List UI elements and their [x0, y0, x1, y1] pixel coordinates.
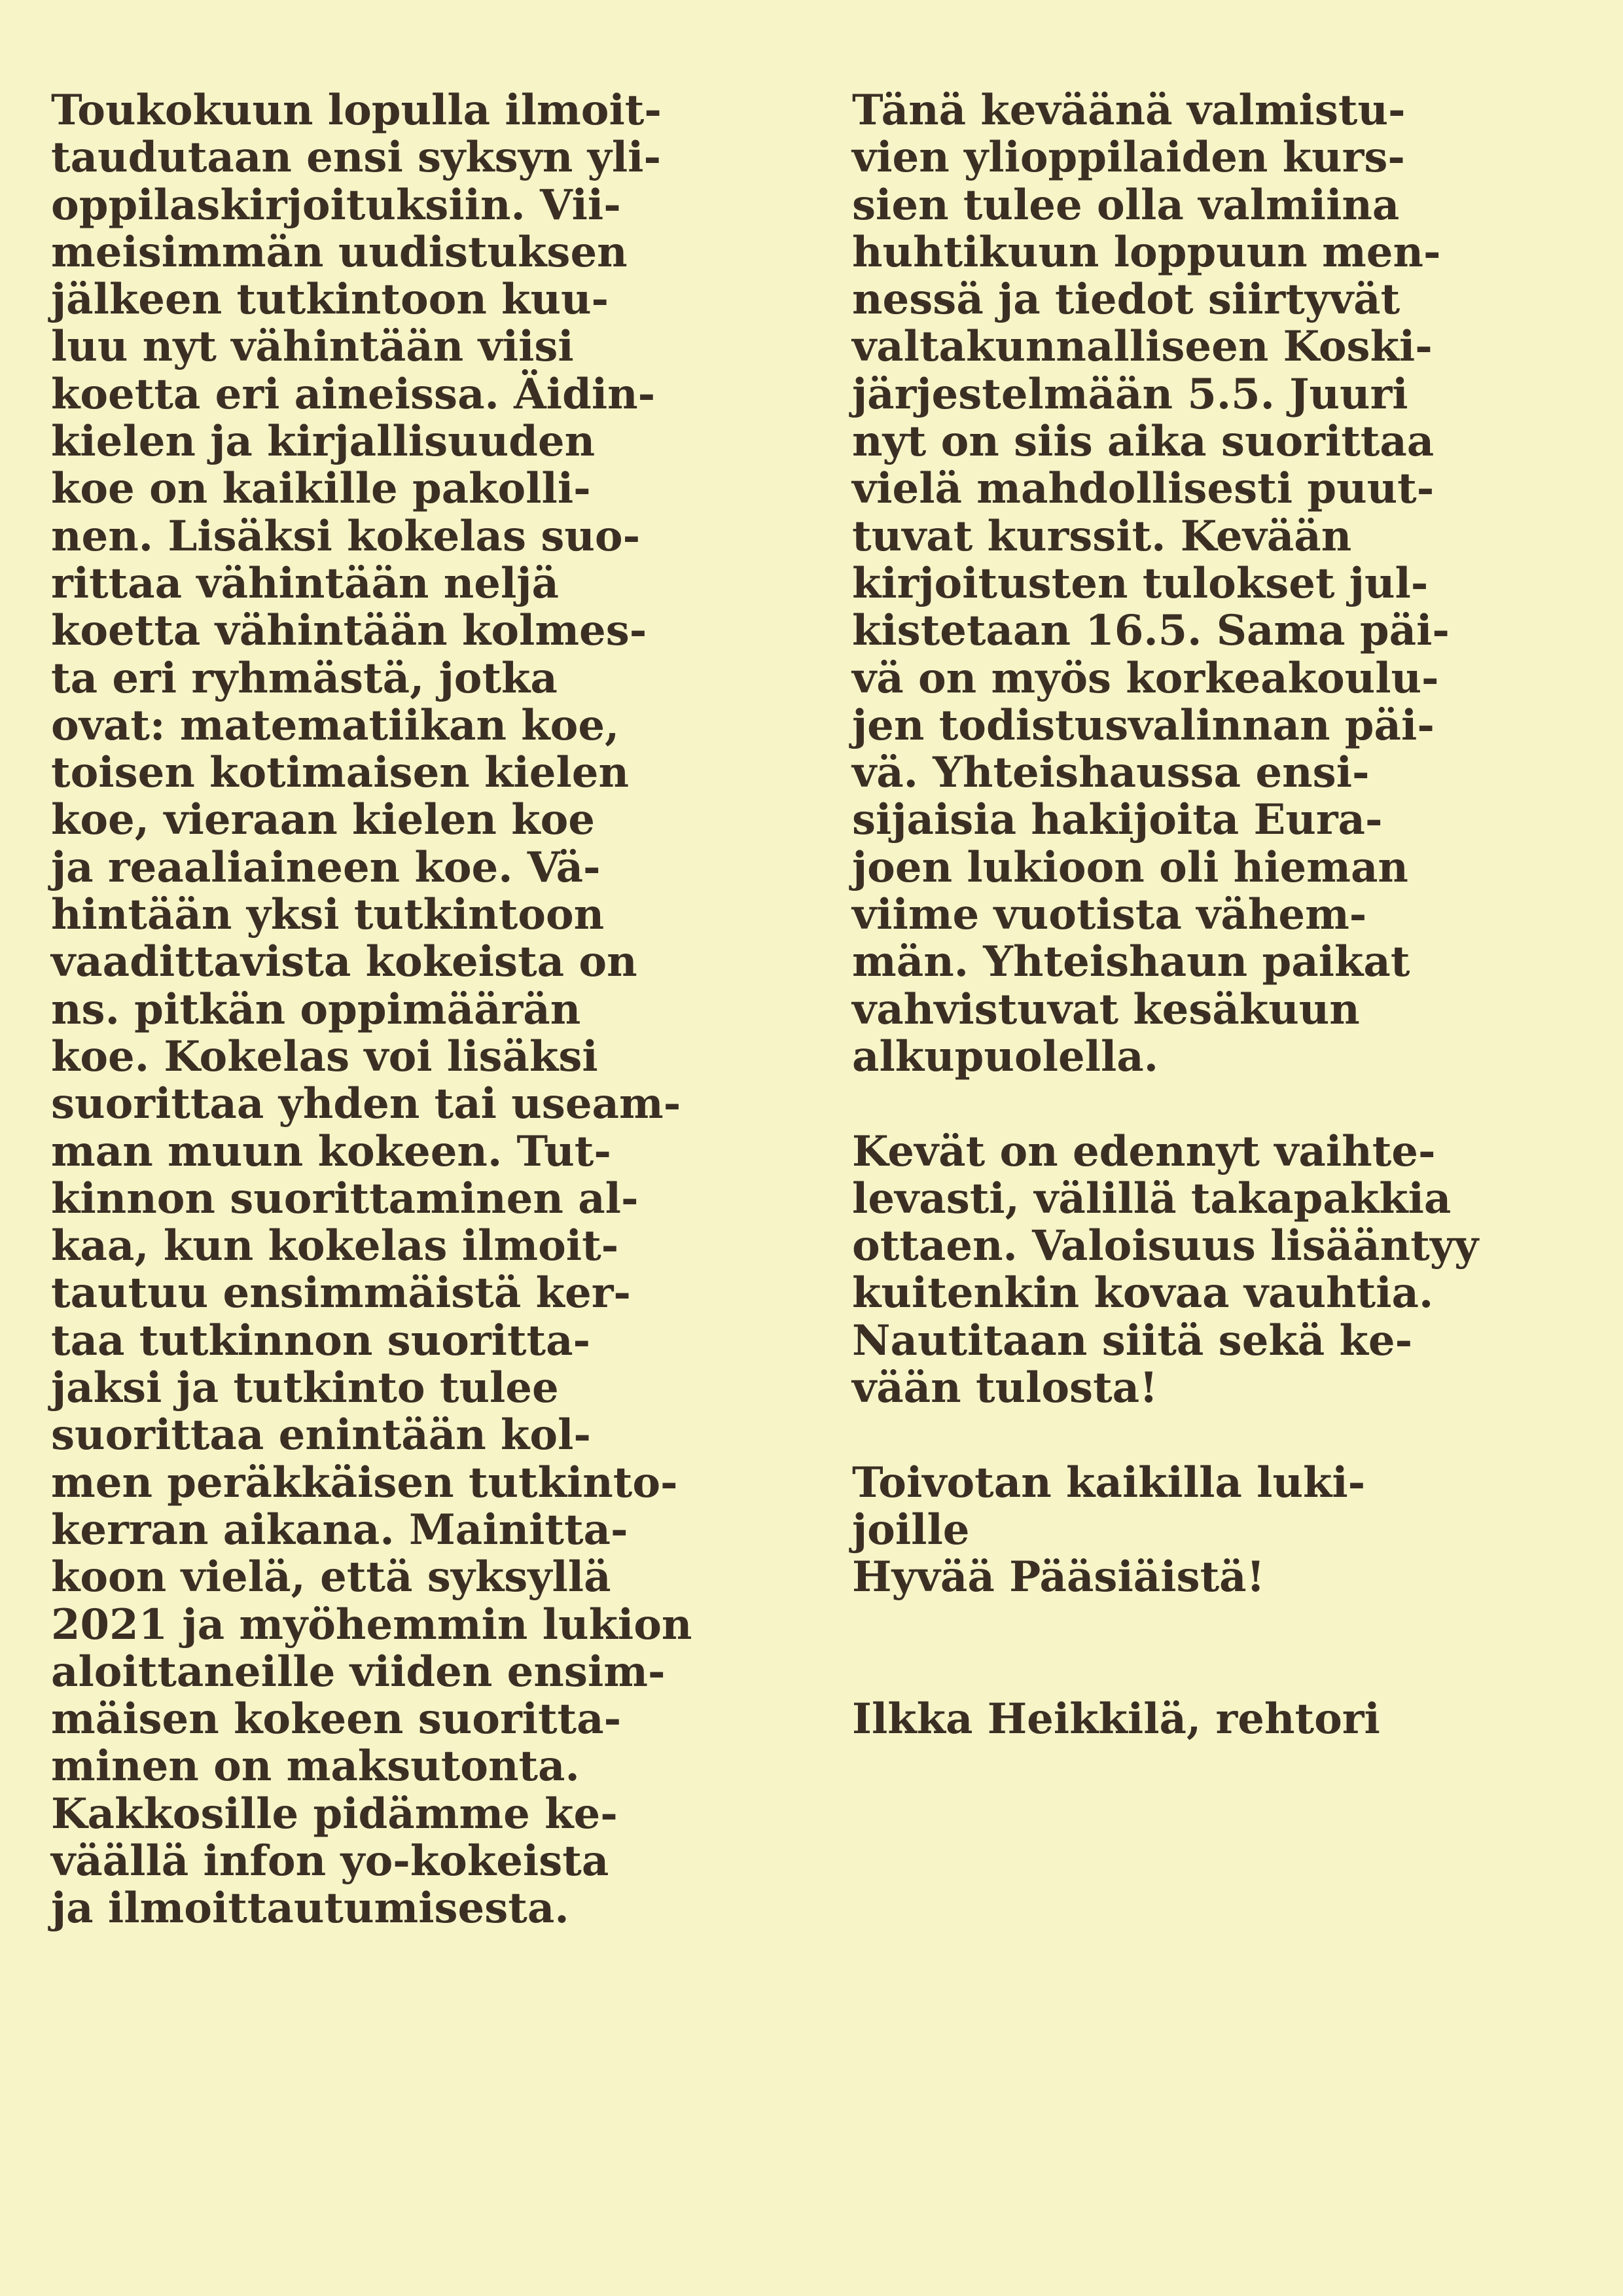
- body-text-line: jaksi ja tutkinto tulee: [51, 1363, 559, 1413]
- body-text-line: tautuu ensimmäistä ker-: [51, 1268, 631, 1318]
- body-text-line: taa tutkinnon suoritta-: [51, 1316, 591, 1365]
- greeting-line: joille: [852, 1505, 970, 1554]
- greeting-line: Toivotan kaikilla luki-: [852, 1458, 1366, 1507]
- body-text-line: ovat: matematiikan koe,: [51, 700, 620, 750]
- body-text-line: nen. Lisäksi kokelas suo-: [51, 511, 641, 561]
- body-text-line: viime vuotista vähem-: [852, 890, 1367, 940]
- body-text-line: rittaa vähintään neljä: [51, 558, 559, 608]
- body-text-line: vaadittavista kokeista on: [51, 937, 637, 987]
- body-text-line: aloittaneille viiden ensim-: [51, 1647, 666, 1696]
- left-column: [51, 87, 692, 1933]
- body-text-line: vä on myös korkeakoulu-: [852, 653, 1439, 703]
- greeting-line: Hyvää Pääsiäistä!: [852, 1552, 1265, 1602]
- body-text-line: sijaisia hakijoita Eura-: [852, 795, 1383, 845]
- body-text-line: koon vielä, että syksyllä: [51, 1552, 611, 1602]
- body-text-line: kinnon suorittaminen al-: [51, 1174, 639, 1223]
- body-text-line: vielä mahdollisesti puut-: [852, 464, 1435, 514]
- body-text-line: jälkeen tutkintoon kuu-: [51, 275, 609, 325]
- body-text-line: hintään yksi tutkintoon: [51, 890, 605, 940]
- body-text-line: 2021 ja myöhemmin lukion: [51, 1600, 692, 1649]
- paragraph-spacer: [852, 1081, 1478, 1128]
- signature: Ilkka Heikkilä, rehtori: [852, 1695, 1380, 1744]
- body-text-line: koetta vähintään kolmes-: [51, 606, 647, 656]
- body-text-line: kirjoitusten tulokset jul-: [852, 558, 1429, 608]
- body-text-line: koetta eri aineissa. Äidin-: [51, 369, 656, 419]
- body-text-line: men peräkkäisen tutkinto-: [51, 1458, 678, 1507]
- body-text-line: vien ylioppilaiden kurs-: [852, 133, 1405, 183]
- body-text-line: nessä ja tiedot siirtyvät: [852, 275, 1400, 325]
- body-text-line: toisen kotimaisen kielen: [51, 748, 630, 798]
- body-text-line: tuvat kurssit. Kevään: [852, 511, 1352, 561]
- body-text-line: minen on maksutonta.: [51, 1742, 580, 1791]
- body-text-line: kaa, kun kokelas ilmoit-: [51, 1221, 619, 1271]
- body-text-line: vään tulosta!: [852, 1363, 1158, 1413]
- body-text-line: vä. Yhteishaussa ensi-: [852, 748, 1370, 798]
- body-text-line: taudutaan ensi syksyn yli-: [51, 133, 661, 183]
- body-text-line: suorittaa enintään kol-: [51, 1410, 591, 1460]
- body-text-line: mäisen kokeen suoritta-: [51, 1695, 622, 1744]
- body-text-line: joen lukioon oli hieman: [852, 842, 1408, 892]
- body-text-line: järjestelmään 5.5. Juuri: [852, 369, 1408, 419]
- body-text-line: ja ilmoittautumisesta.: [51, 1884, 569, 1933]
- body-text-line: sien tulee olla valmiina: [852, 180, 1400, 230]
- body-text-line: män. Yhteishaun paikat: [852, 937, 1410, 987]
- body-text-line: kistetaan 16.5. Sama päi-: [852, 606, 1450, 656]
- body-text-line: man muun kokeen. Tut-: [51, 1126, 611, 1176]
- body-text-line: ta eri ryhmästä, jotka: [51, 653, 558, 703]
- body-text-line: ottaen. Valoisuus lisääntyy: [852, 1221, 1479, 1271]
- body-text-line: jen todistusvalinnan päi-: [852, 700, 1435, 750]
- body-text-line: Toukokuun lopulla ilmoit-: [51, 86, 662, 135]
- body-text-line: alkupuolella.: [852, 1031, 1159, 1081]
- body-text-line: kerran aikana. Mainitta-: [51, 1505, 628, 1554]
- body-text-line: luu nyt vähintään viisi: [51, 322, 574, 372]
- paragraph-spacer: [852, 1649, 1478, 1696]
- body-text-line: nyt on siis aika suorittaa: [852, 417, 1435, 467]
- body-text-line: suorittaa yhden tai useam-: [51, 1079, 681, 1129]
- body-text-line: huhtikuun loppuun men-: [852, 227, 1441, 277]
- body-text-line: koe on kaikille pakolli-: [51, 464, 591, 514]
- body-text-line: Kakkosille pidämme ke-: [51, 1789, 618, 1839]
- paragraph-spacer: [852, 1602, 1478, 1649]
- body-text-line: vahvistuvat kesäkuun: [852, 984, 1360, 1034]
- body-text-line: Nautitaan siitä sekä ke-: [852, 1316, 1413, 1365]
- right-column: [852, 87, 1478, 1743]
- body-text-line: Tänä keväänä valmistu-: [852, 86, 1406, 135]
- body-text-line: levasti, välillä takapakkia: [852, 1174, 1452, 1223]
- body-text-line: ja reaaliaineen koe. Vä-: [51, 842, 601, 892]
- body-text-line: ns. pitkän oppimäärän: [51, 984, 581, 1034]
- body-text-line: kielen ja kirjallisuuden: [51, 417, 596, 467]
- body-text-line: koe, vieraan kielen koe: [51, 795, 595, 845]
- paragraph-spacer: [852, 1412, 1478, 1459]
- body-text-line: koe. Kokelas voi lisäksi: [51, 1031, 598, 1081]
- body-text-line: väällä infon yo-kokeista: [51, 1836, 609, 1886]
- body-text-line: meisimmän uudistuksen: [51, 227, 628, 277]
- body-text-line: Kevät on edennyt vaihte-: [852, 1126, 1436, 1176]
- body-text-line: oppilaskirjoituksiin. Vii-: [51, 180, 621, 230]
- body-text-line: valtakunnalliseen Koski-: [852, 322, 1433, 372]
- body-text-line: kuitenkin kovaa vauhtia.: [852, 1268, 1434, 1318]
